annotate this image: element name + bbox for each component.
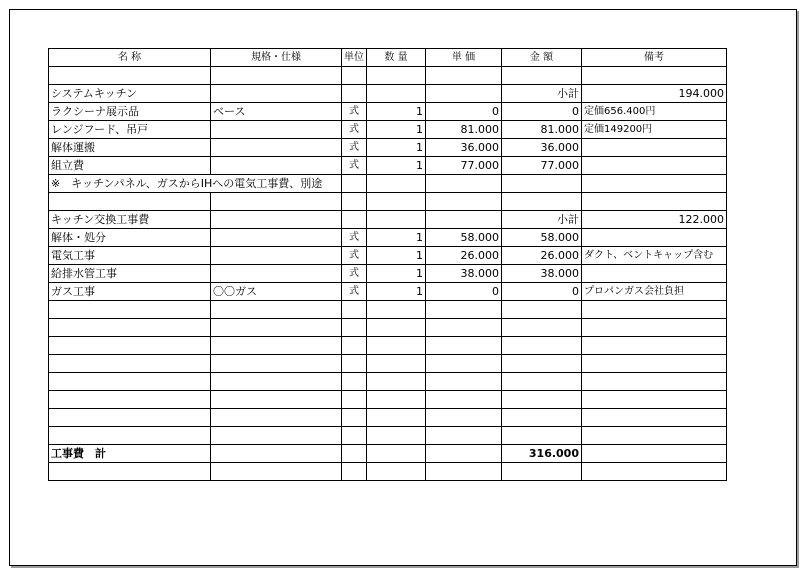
cell-unit[interactable]: [342, 175, 367, 193]
cell-price[interactable]: 26.000: [426, 247, 502, 265]
empty-cell[interactable]: [367, 391, 426, 409]
cell-note[interactable]: [582, 157, 727, 175]
cell-unit[interactable]: 式: [342, 121, 367, 139]
cell-spec[interactable]: [211, 85, 342, 103]
empty-cell[interactable]: [49, 355, 211, 373]
table-row: [49, 193, 727, 211]
cell-unit[interactable]: 式: [342, 283, 367, 301]
empty-cell[interactable]: [342, 391, 367, 409]
cell-note[interactable]: プロパンガス会社負担: [582, 283, 727, 301]
cell-name[interactable]: ガス工事: [49, 283, 211, 301]
cell-spec[interactable]: [211, 157, 342, 175]
cell-note[interactable]: [582, 193, 727, 211]
empty-cell[interactable]: [49, 409, 211, 427]
empty-cell[interactable]: [582, 409, 727, 427]
cell-amount[interactable]: 81.000: [502, 121, 582, 139]
cell-price[interactable]: 81.000: [426, 121, 502, 139]
empty-cell[interactable]: [582, 445, 727, 463]
cell-spec[interactable]: [211, 121, 342, 139]
cell-name[interactable]: 組立費: [49, 157, 211, 175]
empty-cell[interactable]: [367, 373, 426, 391]
cell-qty[interactable]: [367, 193, 426, 211]
cell-qty[interactable]: [367, 211, 426, 229]
empty-cell[interactable]: [502, 355, 582, 373]
table-row: [49, 157, 727, 175]
empty-cell[interactable]: [502, 319, 582, 337]
cell-unit[interactable]: [342, 193, 367, 211]
cell-note[interactable]: [582, 265, 727, 283]
table-row: [49, 283, 727, 301]
cell-price[interactable]: 0: [426, 283, 502, 301]
empty-cell[interactable]: [211, 427, 342, 445]
empty-cell[interactable]: [211, 355, 342, 373]
header-unit[interactable]: 単位: [342, 49, 367, 67]
empty-cell[interactable]: [367, 463, 426, 481]
header-qty[interactable]: 数 量: [367, 49, 426, 67]
cell-unit[interactable]: [342, 211, 367, 229]
cell-amount[interactable]: 26.000: [502, 247, 582, 265]
empty-cell[interactable]: [367, 337, 426, 355]
cell-price[interactable]: 77.000: [426, 157, 502, 175]
cell-qty[interactable]: [367, 67, 426, 85]
cell-spec[interactable]: ベース: [211, 103, 342, 121]
cell-name[interactable]: 解体・処分: [49, 229, 211, 247]
empty-cell[interactable]: [342, 355, 367, 373]
cell-unit[interactable]: 式: [342, 229, 367, 247]
cell-qty[interactable]: [367, 175, 426, 193]
empty-cell[interactable]: [342, 337, 367, 355]
empty-cell[interactable]: [502, 337, 582, 355]
cell-price[interactable]: 38.000: [426, 265, 502, 283]
cell-subtotal-value[interactable]: 122.000: [582, 211, 727, 229]
empty-cell[interactable]: [49, 391, 211, 409]
cell-note[interactable]: ダクト、ベントキャップ含む: [582, 247, 727, 265]
cell-subtotal-label[interactable]: 小計: [502, 85, 582, 103]
cell-unit[interactable]: [342, 85, 367, 103]
empty-cell[interactable]: [582, 355, 727, 373]
cell-amount[interactable]: [502, 67, 582, 85]
empty-cell[interactable]: [342, 373, 367, 391]
empty-cell[interactable]: [211, 301, 342, 319]
empty-cell[interactable]: [342, 301, 367, 319]
empty-cell[interactable]: [49, 337, 211, 355]
cell-qty[interactable]: 1: [367, 247, 426, 265]
cell-amount[interactable]: 0: [502, 103, 582, 121]
empty-cell[interactable]: [502, 409, 582, 427]
cell-spec[interactable]: [211, 193, 342, 211]
cell-unit[interactable]: 式: [342, 139, 367, 157]
empty-cell[interactable]: [502, 301, 582, 319]
empty-cell[interactable]: [426, 463, 502, 481]
empty-cell[interactable]: [342, 463, 367, 481]
empty-cell[interactable]: [211, 337, 342, 355]
cell-unit[interactable]: 式: [342, 103, 367, 121]
estimate-table: [48, 48, 727, 481]
cell-name[interactable]: 電気工事: [49, 247, 211, 265]
empty-cell[interactable]: [582, 373, 727, 391]
cell-name[interactable]: [49, 67, 211, 85]
cell-note[interactable]: [582, 175, 727, 193]
cell-unit[interactable]: 式: [342, 265, 367, 283]
header-note[interactable]: 備考: [582, 49, 727, 67]
cell-price[interactable]: 0: [426, 103, 502, 121]
empty-cell[interactable]: [582, 319, 727, 337]
empty-cell[interactable]: [502, 427, 582, 445]
cell-spec[interactable]: [211, 67, 342, 85]
table-row: [49, 85, 727, 103]
table-row: [49, 355, 727, 373]
table-row: [49, 121, 727, 139]
cell-name[interactable]: 給排水管工事: [49, 265, 211, 283]
cell-spec[interactable]: [211, 265, 342, 283]
empty-cell[interactable]: [49, 427, 211, 445]
cell-qty[interactable]: 1: [367, 103, 426, 121]
empty-cell[interactable]: [211, 391, 342, 409]
cell-price[interactable]: [426, 211, 502, 229]
cell-qty[interactable]: 1: [367, 121, 426, 139]
cell-price[interactable]: [426, 193, 502, 211]
empty-cell[interactable]: [211, 445, 342, 463]
empty-cell[interactable]: [426, 373, 502, 391]
empty-cell[interactable]: [211, 373, 342, 391]
cell-note[interactable]: [582, 139, 727, 157]
empty-cell[interactable]: [367, 427, 426, 445]
cell-spec[interactable]: [211, 229, 342, 247]
cell-amount[interactable]: [502, 193, 582, 211]
cell-note[interactable]: 定価149200円: [582, 121, 727, 139]
cell-note[interactable]: [582, 67, 727, 85]
header-price[interactable]: 単 価: [426, 49, 502, 67]
cell-amount[interactable]: 77.000: [502, 157, 582, 175]
cell-price[interactable]: [426, 67, 502, 85]
cell-price[interactable]: [426, 85, 502, 103]
cell-price[interactable]: 36.000: [426, 139, 502, 157]
empty-cell[interactable]: [342, 319, 367, 337]
total-amount[interactable]: 316.000: [502, 445, 582, 463]
cell-amount[interactable]: [502, 175, 582, 193]
empty-cell[interactable]: [367, 355, 426, 373]
empty-cell[interactable]: [426, 301, 502, 319]
empty-cell[interactable]: [426, 445, 502, 463]
table-row: [49, 139, 727, 157]
table-row: [49, 319, 727, 337]
total-label[interactable]: 工事費 計: [49, 445, 211, 463]
empty-cell[interactable]: [426, 391, 502, 409]
cell-qty[interactable]: 1: [367, 139, 426, 157]
cell-spec[interactable]: [211, 211, 342, 229]
empty-cell[interactable]: [582, 463, 727, 481]
table-row: [49, 463, 727, 481]
empty-cell[interactable]: [367, 409, 426, 427]
header-spec[interactable]: 規格・仕様: [211, 49, 342, 67]
header-row: [49, 49, 727, 67]
table-row: [49, 301, 727, 319]
cell-amount[interactable]: 36.000: [502, 139, 582, 157]
empty-cell[interactable]: [367, 445, 426, 463]
cell-remark[interactable]: ※ キッチンパネル、ガスからIHへの電気工事費、別途: [49, 175, 342, 193]
table-row: [49, 211, 727, 229]
cell-subtotal-value[interactable]: 194.000: [582, 85, 727, 103]
table-row: [49, 67, 727, 85]
cell-spec[interactable]: [211, 247, 342, 265]
cell-amount[interactable]: 0: [502, 283, 582, 301]
cell-name[interactable]: システムキッチン: [49, 85, 211, 103]
cell-name[interactable]: [49, 193, 211, 211]
cell-amount[interactable]: 38.000: [502, 265, 582, 283]
empty-cell[interactable]: [49, 463, 211, 481]
cell-name[interactable]: キッチン交換工事費: [49, 211, 211, 229]
empty-cell[interactable]: [582, 301, 727, 319]
empty-cell[interactable]: [342, 409, 367, 427]
empty-cell[interactable]: [49, 301, 211, 319]
empty-cell[interactable]: [49, 319, 211, 337]
cell-unit[interactable]: 式: [342, 157, 367, 175]
empty-cell[interactable]: [211, 463, 342, 481]
cell-price[interactable]: [426, 175, 502, 193]
empty-cell[interactable]: [426, 355, 502, 373]
cell-unit[interactable]: [342, 67, 367, 85]
cell-unit[interactable]: 式: [342, 247, 367, 265]
table-row: [49, 391, 727, 409]
empty-cell[interactable]: [211, 409, 342, 427]
table-row: [49, 103, 727, 121]
empty-cell[interactable]: [502, 373, 582, 391]
empty-cell[interactable]: [502, 463, 582, 481]
empty-cell[interactable]: [426, 427, 502, 445]
cell-qty[interactable]: 1: [367, 265, 426, 283]
empty-cell[interactable]: [426, 409, 502, 427]
empty-cell[interactable]: [367, 301, 426, 319]
table-row: [49, 373, 727, 391]
cell-name[interactable]: ラクシーナ展示品: [49, 103, 211, 121]
cell-qty[interactable]: 1: [367, 283, 426, 301]
table-row: [49, 229, 727, 247]
cell-qty[interactable]: 1: [367, 157, 426, 175]
cell-note[interactable]: [582, 229, 727, 247]
table-row: [49, 427, 727, 445]
header-amount[interactable]: 金 額: [502, 49, 582, 67]
empty-cell[interactable]: [426, 337, 502, 355]
cell-note[interactable]: 定価656.400円: [582, 103, 727, 121]
cell-amount[interactable]: 58.000: [502, 229, 582, 247]
cell-name[interactable]: レンジフード、吊戸: [49, 121, 211, 139]
empty-cell[interactable]: [582, 427, 727, 445]
cell-name[interactable]: 解体運搬: [49, 139, 211, 157]
empty-cell[interactable]: [342, 427, 367, 445]
cell-spec[interactable]: 〇〇ガス: [211, 283, 342, 301]
table-row: [49, 175, 727, 193]
cell-subtotal-label[interactable]: 小計: [502, 211, 582, 229]
empty-cell[interactable]: [426, 319, 502, 337]
cell-spec[interactable]: [211, 139, 342, 157]
header-name[interactable]: 名 称: [49, 49, 211, 67]
empty-cell[interactable]: [582, 391, 727, 409]
empty-cell[interactable]: [502, 391, 582, 409]
table-row: [49, 409, 727, 427]
empty-cell[interactable]: [367, 319, 426, 337]
empty-cell[interactable]: [582, 337, 727, 355]
empty-cell[interactable]: [211, 319, 342, 337]
cell-qty[interactable]: 1: [367, 229, 426, 247]
table-row: [49, 247, 727, 265]
cell-qty[interactable]: [367, 85, 426, 103]
cell-price[interactable]: 58.000: [426, 229, 502, 247]
empty-cell[interactable]: [342, 445, 367, 463]
table-row: [49, 337, 727, 355]
empty-cell[interactable]: [49, 373, 211, 391]
table-row: [49, 265, 727, 283]
total-row: [49, 445, 727, 463]
